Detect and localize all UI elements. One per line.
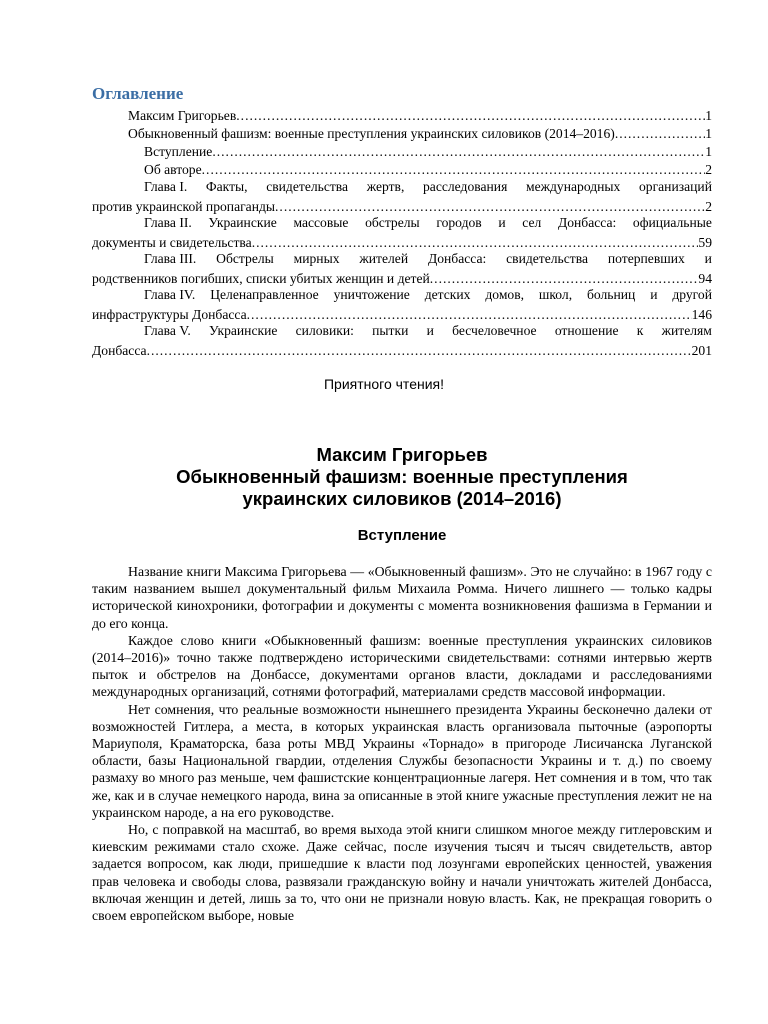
toc-entry-word: Украинские [209,323,278,338]
toc-entry-word: школ, [538,287,573,302]
toc-entry-word: и [498,215,506,230]
toc-entry-word: жителей [359,251,409,266]
toc-entry-word: другой [672,287,712,302]
toc-entry-page: 2 [705,199,712,214]
toc-entry-label: против украинской пропаганды [92,199,276,214]
toc-entry-word: Целенаправленное [210,287,319,302]
toc-entry-page: 2 [705,162,712,177]
toc-entry-page: 201 [691,343,712,358]
toc-entry-page: 1 [705,126,712,141]
paragraph: Нет сомнения, что реальные возможности нынешнего президента Украины бесконечно далеки от возможностей Гитлера, а места, в которых украинская власть организовала пыточные (аэропорты Мариуполя, Краматорска, база роты МВД Украины «Торнадо» в пригороде Лисичанска Луганской области, базы Национальной гвардии, отделения Службы безопасности Украины и т. д.) по своему размаху во много раз меньше, чем фашистские концентрационные лагеря. Нет сомнения и в том, что так же, как и в случае немецкого народа, вина за описанные в этой книге ужасные преступления лежит не на украинском народе, а на его руководстве. [92,701,712,820]
toc-leader-dots [430,271,699,287]
toc-entry-label-line [92,215,712,233]
toc-entry-word: жертв, [366,179,405,194]
greeting-text: Приятного чтения! [323,376,444,392]
toc-entry-word: Глава II. [144,215,192,230]
toc-entry-word: Глава I. [144,179,188,194]
toc-entry-word: расследования [423,179,508,194]
toc-entry-label-line [92,197,712,215]
book-title-line-2: украинских силовиков (2014–2016) [242,488,562,509]
toc-entry-label-line [92,251,712,269]
body-text [92,563,712,924]
toc-leader-dots [202,161,706,179]
toc-entry-label-line [92,233,712,251]
toc-entry-label: документы и свидетельства [92,235,252,250]
toc-entry-word: и [650,287,658,302]
toc-entry-word: Глава V. [144,323,191,338]
toc-entry-label-line [92,305,712,323]
paragraph: Каждое слово книги «Обыкновенный фашизм: военные преступления украинских силовиков (2014–2016)» точно также подтверждено историческими свидетельствами: сотнями интервью жертв пыток и обстрелов на Донбассе, документами органов власти, докладами и расследованиями международных организаций, сотнями фотографий, материалами средств массовой информации. [92,632,712,700]
toc-entry-word: уничтожение [333,287,410,302]
toc-entry[interactable] [92,125,712,143]
toc-entry-word: силовики: [295,323,354,338]
toc-entry-word: бесчеловечное [452,323,537,338]
toc-entry-word: Глава III. [144,251,197,266]
toc-entry-label: Донбасса [92,343,147,358]
toc-entry[interactable] [92,161,712,179]
toc-entry-label: родственников погибших, списки убитых женщин и детей [92,271,430,286]
toc-entry-label-line [92,287,712,305]
toc-entry-word: мирных [293,251,340,266]
toc-entry[interactable] [92,179,712,215]
toc-entry-word: международных [525,179,621,194]
toc-entry-word: и [426,323,434,338]
toc-entry-word: отношение [554,323,619,338]
toc-entry-word: обстрелы [365,215,420,230]
toc-chapter-list [92,179,712,359]
toc-entry-word: Глава IV. [144,287,196,302]
toc-entry-word: сел [522,215,542,230]
toc-entry-word: организаций [638,179,712,194]
toc-entry-word: Факты, [205,179,248,194]
toc-entry[interactable] [92,251,712,287]
toc-entry-word: Донбасса: [427,251,487,266]
toc-leader-dots [247,307,692,323]
toc-entry[interactable] [92,215,712,251]
toc-entry-word: больниц [586,287,636,302]
toc-entry-label-line [92,179,712,197]
toc-leader-dots [615,125,705,143]
toc-entry-page: 94 [698,271,712,286]
toc-entry-word: к [636,323,644,338]
toc-entry[interactable] [92,323,712,359]
toc-entry-word: Донбасса: [557,215,617,230]
toc-entry[interactable] [92,287,712,323]
book-author: Максим Григорьев [316,444,488,465]
toc-entry-page: 1 [705,108,712,123]
toc-entry-label: Об авторе [144,162,202,177]
toc-entry-word: детских [424,287,471,302]
toc-entry-label: Вступление [144,144,213,159]
paragraph: Но, с поправкой на масштаб, во время выхода этой книги слишком многое между гитлеровским и киевским режимами стало схоже. Даже сейчас, после изучения тысяч и тысяч свидетельств, автор задается вопросом, как люди, пришедшие к власти под лозунгами европейских ценностей, уважения прав человека и свободы слова, развязали гражданскую войну и начали уничтожать жителей Донбасса, включая женщин и детей, лишь за то, что они не признали новую власть. Как, не прекращая говорить о своем европейском выборе, новые [92,822,712,924]
toc-leader-dots [252,235,699,251]
toc-entry-page: 146 [691,307,712,322]
toc-entry-word: потерпевших [607,251,685,266]
book-title-block [92,444,712,510]
table-of-contents [92,107,712,359]
toc-leader-dots [147,343,692,359]
toc-heading: Оглавление [92,84,184,103]
toc-entry-label: инфраструктуры Донбасса [92,307,247,322]
toc-leader-dots [212,143,705,161]
toc-entry-label: Обыкновенный фашизм: военные преступления украинских силовиков (2014–2016) [128,126,615,141]
toc-entry-word: официальные [632,215,712,230]
book-title-line-1: Обыкновенный фашизм: военные преступления [176,466,628,487]
toc-entry-word: массовые [293,215,349,230]
toc-entry-word: Обстрелы [216,251,274,266]
toc-entry-word: свидетельства [266,179,349,194]
toc-entry-page: 1 [705,144,712,159]
toc-entry[interactable] [92,143,712,161]
toc-entry-word: домов, [485,287,525,302]
toc-entry[interactable] [92,107,712,125]
toc-entry-word: свидетельства [506,251,589,266]
toc-entry-label-line [92,323,712,341]
toc-entry-word: пытки [372,323,409,338]
toc-leader-dots [275,199,705,215]
toc-entry-word: и [704,251,712,266]
paragraph: Название книги Максима Григорьева — «Обыкновенный фашизм». Это не случайно: в 1967 году с таким названием вышел документальный фильм Михаила Ромма. Ничего лишнего — только кадры исторической кинохроники, фотографии и документы с момента возникновения фашизма в Германии и до его конца. [92,564,712,631]
toc-entry-word: Украинские [208,215,277,230]
toc-entry-page: 59 [698,235,712,250]
toc-entry-label-line [92,341,712,359]
toc-entry-word: городов [436,215,482,230]
section-heading: Вступление [357,527,447,544]
toc-entry-label: Максим Григорьев [128,108,237,123]
toc-entry-label-line [92,269,712,287]
toc-entry-word: жителям [661,323,712,338]
toc-leader-dots [236,107,705,125]
